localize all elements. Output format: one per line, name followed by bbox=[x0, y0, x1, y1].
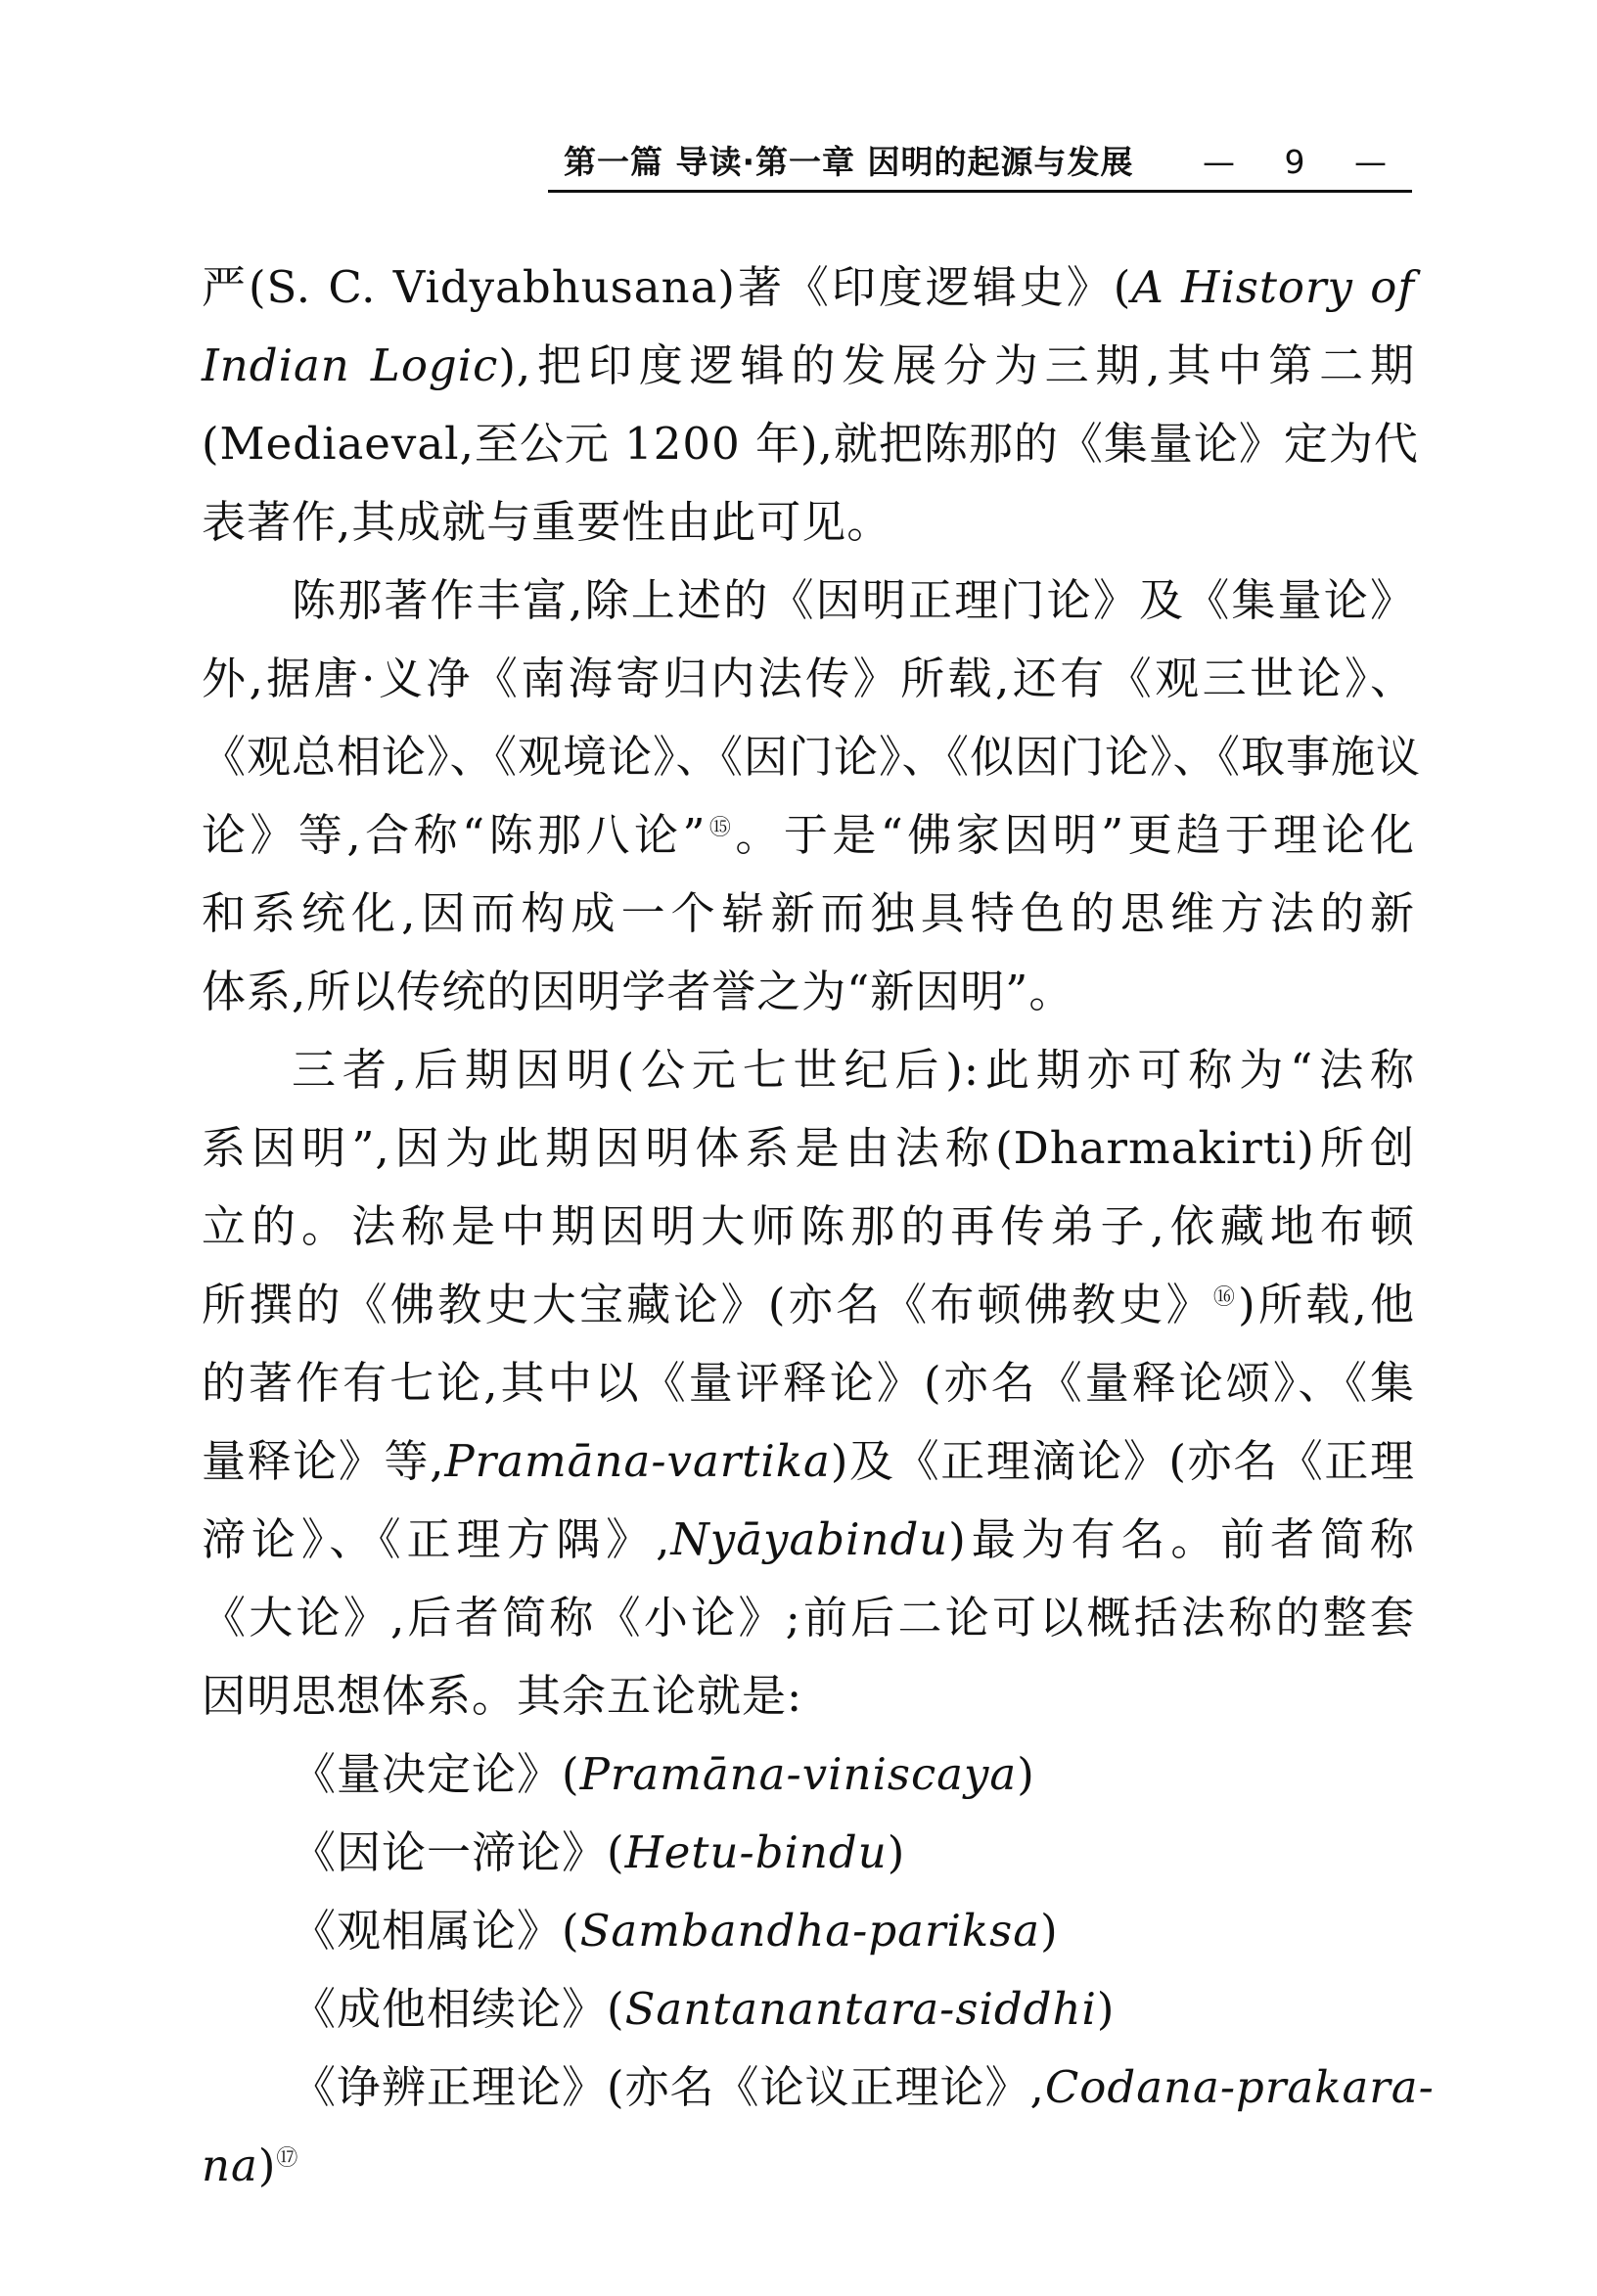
footnote-marker[interactable]: ⑰ bbox=[276, 2146, 299, 2171]
sanskrit-title: Codana-prakara- bbox=[1044, 2061, 1435, 2113]
text-run: 。于是“佛家因明”更趋于理论化 bbox=[735, 809, 1415, 861]
text-run: 《量决定论》( bbox=[292, 1748, 580, 1800]
text-line: 系因明”,因为此期因明体系是由法称(Dharmakirti)所创 bbox=[202, 1122, 1415, 1174]
text-line: 陈那著作丰富,除上述的《因明正理门论》及《集量论》 bbox=[292, 574, 1415, 626]
text-line: 和系统化,因而构成一个崭新而独具特色的思维方法的新 bbox=[202, 887, 1415, 939]
sanskrit-title: Hetu-bindu bbox=[624, 1826, 888, 1878]
text-run: 量释论》等, bbox=[202, 1435, 445, 1487]
text-line bbox=[202, 1501, 1415, 1579]
sanskrit-title: Santanantara-siddhi bbox=[624, 1983, 1097, 2035]
list-item bbox=[202, 2048, 1435, 2127]
sanskrit-title: Pramāna-vartika bbox=[444, 1435, 831, 1487]
text-line bbox=[202, 2127, 1415, 2205]
text-run: 严(S. C. Vidyabhusana)著《印度逻辑史》( bbox=[202, 261, 1132, 313]
text-run: 所撰的《佛教史大宝藏论》(亦名《布顿佛教史》 bbox=[202, 1279, 1213, 1330]
text-line bbox=[202, 1266, 1415, 1344]
text-line bbox=[202, 327, 1415, 405]
text-run: )及《正理滴论》(亦名《正理 bbox=[830, 1435, 1415, 1487]
text-run: 《因论一渧论》( bbox=[292, 1826, 625, 1878]
text-line: 因明思想体系。其余五论就是: bbox=[202, 1670, 803, 1722]
text-run: ) bbox=[1096, 1983, 1116, 2035]
footnote-marker[interactable]: ⑯ bbox=[1212, 1285, 1239, 1310]
text-run: ) bbox=[257, 2139, 277, 2191]
list-item bbox=[202, 1892, 1415, 1970]
text-run: )所载,他 bbox=[1238, 1279, 1415, 1330]
text-line: 《观总相论》、《观境论》、《因门论》、《似因门论》、《取事施议 bbox=[202, 731, 1422, 783]
list-item bbox=[202, 1814, 1415, 1892]
text-line: 体系,所以传统的因明学者誉之为“新因明”。 bbox=[202, 966, 1074, 1017]
text-line: 三者,后期因明(公元七世纪后):此期亦可称为“法称 bbox=[292, 1044, 1415, 1096]
sanskrit-title: Sambandha-pariksa bbox=[579, 1905, 1041, 1957]
footnote-marker[interactable]: ⑮ bbox=[706, 816, 736, 840]
text-run: )最为有名。前者简称 bbox=[948, 1513, 1416, 1565]
text-run: 论》等,合称“陈那八论” bbox=[202, 809, 707, 861]
list-item bbox=[202, 1970, 1415, 2048]
text-line bbox=[202, 248, 1415, 327]
header-title: 第一篇 导读·第一章 因明的起源与发展 bbox=[564, 143, 1134, 181]
text-line: 的著作有七论,其中以《量评释论》(亦名《量释论颂》、《集 bbox=[202, 1357, 1415, 1409]
text-run: ) bbox=[887, 1826, 906, 1878]
running-header bbox=[548, 141, 1412, 193]
text-line: 《大论》,后者简称《小论》;前后二论可以概括法称的整套 bbox=[202, 1592, 1415, 1643]
sanskrit-title: Nyāyabindu bbox=[670, 1513, 949, 1565]
text-line bbox=[202, 796, 1415, 875]
text-run: 《观相属论》( bbox=[292, 1905, 580, 1957]
text-run: ),把印度逻辑的发展分为三期,其中第二期 bbox=[498, 339, 1415, 391]
list-item bbox=[202, 1735, 1415, 1814]
book-title-english: A History of bbox=[1131, 261, 1415, 313]
text-line: 表著作,其成就与重要性由此可见。 bbox=[202, 496, 892, 548]
text-run: 渧论》、《正理方隅》, bbox=[202, 1513, 671, 1565]
sanskrit-title: na bbox=[202, 2139, 258, 2191]
text-run: ) bbox=[1017, 1748, 1035, 1800]
page-number: — 9 — bbox=[1203, 143, 1406, 181]
text-run: 《诤辨正理论》(亦名《论议正理论》, bbox=[292, 2061, 1045, 2113]
body-text bbox=[202, 248, 1435, 2205]
text-run: 《成他相续论》( bbox=[292, 1983, 625, 2035]
text-run: ) bbox=[1040, 1905, 1059, 1957]
text-line: 外,据唐·义净《南海寄归内法传》所载,还有《观三世论》、 bbox=[202, 653, 1415, 704]
text-line bbox=[202, 1422, 1415, 1501]
text-line: 立的。法称是中期因明大师陈那的再传弟子,依藏地布顿 bbox=[202, 1200, 1415, 1252]
text-line: (Mediaeval,至公元 1200 年),就把陈那的《集量论》定为代 bbox=[202, 418, 1419, 470]
sanskrit-title: Pramāna-viniscaya bbox=[579, 1748, 1018, 1800]
book-title-english: Indian Logic bbox=[202, 339, 499, 391]
